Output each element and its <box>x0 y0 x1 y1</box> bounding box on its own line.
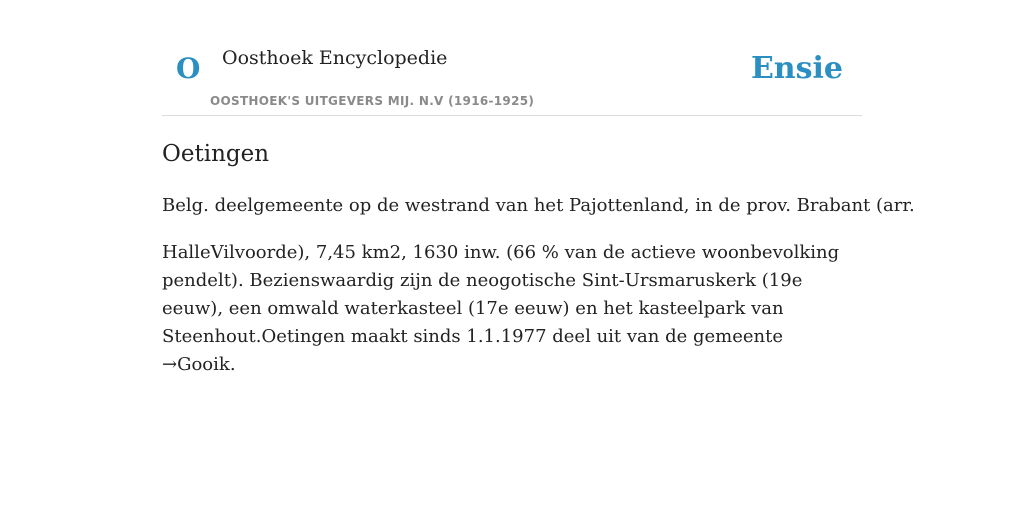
gooik-link[interactable]: →Gooik <box>162 354 230 375</box>
entry-paragraph-2 <box>162 239 862 379</box>
page-container <box>162 0 915 375</box>
book-title[interactable]: Oosthoek Encyclopedie <box>222 47 448 69</box>
entry-title: Oetingen <box>162 141 270 167</box>
publisher-label: OOSTHOEK'S UITGEVERS MIJ. N.V (1916-1925) <box>210 94 535 108</box>
entry-paragraph-2-end: . <box>229 354 236 375</box>
book-logo[interactable]: O <box>176 52 201 85</box>
ensie-logo-link[interactable]: Ensie <box>750 51 843 86</box>
book-header <box>162 0 862 116</box>
entry-paragraph-2-text: HalleVilvoorde), 7,45 km2, 1630 inw. (66 % van de actieve woonbevolking pendelt). Bezienswaardig zijn de neogotische Sint-Ursmaruskerk (19e eeuw), een omwald waterkasteel (17e eeuw) en het kasteelpark van Steenhout.Oetingen maakt sinds 1.1.1977 deel uit van de gemeente <box>162 242 840 347</box>
entry-paragraph-1: Belg. deelgemeente op de westrand van het Pajottenland, in de prov. Brabant (arr. <box>162 195 915 216</box>
